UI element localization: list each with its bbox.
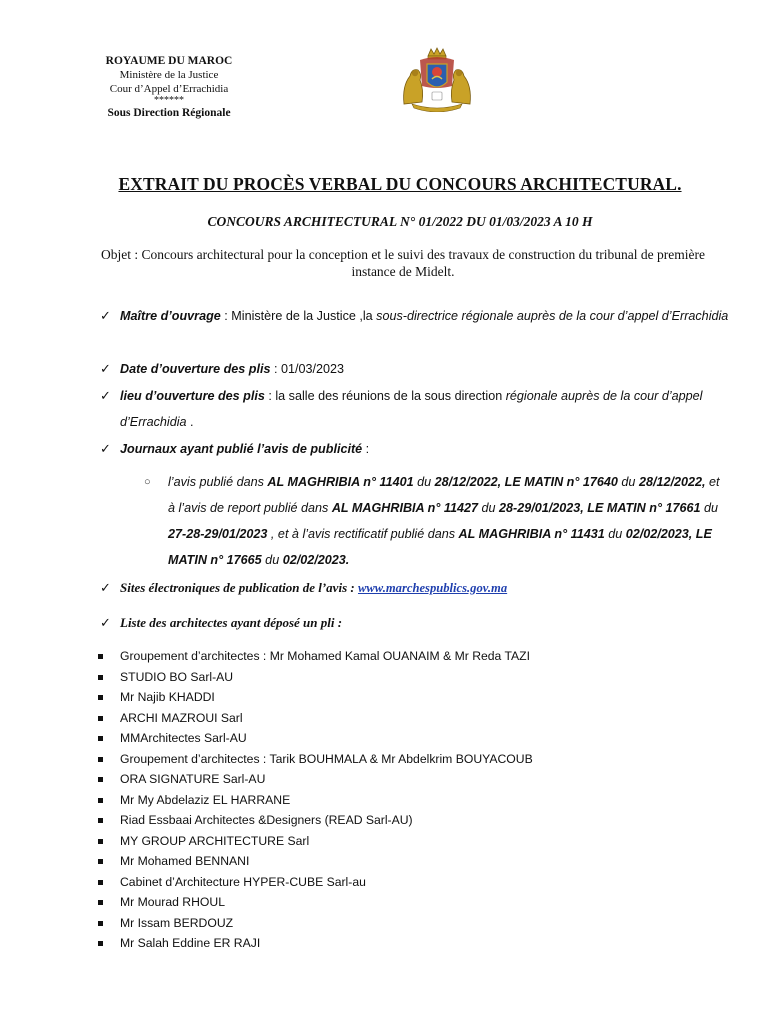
- pub-text: , et à l’avis rectificatif publié dans: [267, 527, 459, 541]
- architect-name: Mr Issam BERDOUZ: [120, 915, 234, 930]
- newspapers-item: [100, 436, 740, 462]
- list-item: [98, 851, 718, 872]
- circle-bullet-icon: ○: [144, 476, 151, 488]
- pub-ref: 28/12/2022, LE MATIN n° 17640: [434, 475, 618, 489]
- square-bullet-icon: [98, 736, 103, 741]
- list-item: [98, 646, 718, 667]
- architect-name: Mr Salah Eddine ER RAJI: [120, 936, 261, 950]
- owner-sep: :: [220, 309, 232, 323]
- square-bullet-icon: [98, 757, 103, 762]
- checkmark-icon: ✓: [100, 361, 111, 376]
- square-bullet-icon: [98, 675, 103, 680]
- list-item: [98, 933, 718, 954]
- contest-reference: CONCOURS ARCHITECTURAL N° 01/2022 DU 01/03/2023 A 10 H: [207, 214, 593, 229]
- square-bullet-icon: [98, 859, 103, 864]
- opening-date-value: 01/03/2023: [280, 362, 344, 376]
- owner-value: Ministère de la Justice ,la: [231, 309, 377, 323]
- architect-name: ARCHI MAZROUI Sarl: [120, 710, 243, 725]
- pub-ref: 28/12/2022,: [638, 475, 706, 489]
- opening-date-sep: :: [270, 362, 281, 376]
- square-bullet-icon: [98, 695, 103, 700]
- letterhead: [84, 54, 254, 120]
- websites-label: Sites électroniques de publication de l’avis: [120, 580, 348, 595]
- ministry-name: Ministère de la Justice: [119, 69, 219, 81]
- pub-text: du: [261, 553, 283, 567]
- architect-name: Mr Mohamed BENNANI: [120, 854, 250, 868]
- list-item: [98, 831, 718, 852]
- newspapers-sep: :: [362, 442, 370, 456]
- websites-link[interactable]: www.marchespublics.gov.ma: [357, 581, 508, 595]
- pub-text: du: [413, 475, 435, 489]
- newspapers-label: Journaux ayant publié l’avis de publicité: [120, 442, 363, 456]
- architect-name: Mr My Abdelaziz EL HARRANE: [120, 792, 291, 807]
- architects-heading-item: [100, 610, 740, 636]
- list-item: [98, 708, 718, 729]
- list-item: [98, 667, 718, 688]
- list-item: [98, 769, 718, 790]
- list-item: [98, 892, 718, 913]
- architect-name: Groupement d’architectes : Tarik BOUHMALA & Mr Abdelkrim BOUYACOUB: [120, 751, 533, 766]
- opening-place-end: .: [186, 415, 194, 429]
- owner-value-detail: sous-directrice régionale auprès de la cour d’appel d’Errachidia: [376, 309, 729, 323]
- architect-name: Mr Mourad RHOUL: [120, 895, 225, 909]
- square-bullet-icon: [98, 941, 103, 946]
- publication-details: [144, 469, 724, 573]
- architect-name: Cabinet d’Architecture HYPER-CUBE Sarl-au: [120, 874, 366, 889]
- checkmark-icon: ✓: [100, 441, 111, 456]
- architect-name: Mr Najib KHADDI: [120, 690, 215, 704]
- stars-separator: ******: [154, 95, 184, 106]
- opening-place-item: [100, 383, 740, 435]
- checkmark-icon: ✓: [100, 308, 111, 323]
- owner-label: Maître d’ouvrage: [120, 309, 221, 323]
- pub-ref: AL MAGHRIBIA n° 11431: [458, 527, 605, 541]
- checkmark-icon: ✓: [100, 580, 111, 595]
- architect-name: MMArchitectes Sarl-AU: [120, 731, 247, 745]
- opening-date-label: Date d’ouverture des plis: [120, 362, 271, 376]
- checkmark-icon: ✓: [100, 388, 111, 403]
- owner-item: [100, 303, 740, 329]
- opening-place-value: la salle des réunions de la sous direction: [275, 389, 506, 403]
- square-bullet-icon: [98, 839, 103, 844]
- pub-text: et à l’avis de report publié dans: [168, 475, 720, 515]
- architect-name: ORA SIGNATURE Sarl-AU: [120, 772, 266, 786]
- list-item: [98, 749, 718, 770]
- pub-ref: 02/02/2023, LE MATIN n° 17665: [168, 527, 712, 567]
- square-bullet-icon: [98, 921, 103, 926]
- websites-sep: :: [347, 580, 358, 595]
- pub-ref: 28-29/01/2023, LE MATIN n° 17661: [499, 501, 701, 515]
- court-name: Cour d’Appel d’Errachidia: [109, 83, 229, 95]
- architects-heading: Liste des architectes ayant déposé un pli :: [120, 615, 343, 630]
- checkmark-icon: ✓: [100, 615, 111, 630]
- list-item: [98, 687, 718, 708]
- square-bullet-icon: [98, 654, 103, 659]
- list-item: [98, 810, 718, 831]
- architect-name: STUDIO BO Sarl-AU: [120, 669, 234, 684]
- websites-item: [100, 575, 740, 601]
- square-bullet-icon: [98, 880, 103, 885]
- direction-name: Sous Direction Régionale: [107, 107, 231, 119]
- pub-ref: AL MAGHRIBIA n° 11427: [331, 501, 478, 515]
- architect-name: Riad Essbaai Architectes &Designers (READ Sarl-AU): [120, 813, 413, 827]
- opening-place-label: lieu d’ouverture des plis: [120, 389, 265, 403]
- square-bullet-icon: [98, 818, 103, 823]
- list-item: [98, 790, 718, 811]
- kingdom-name: ROYAUME DU MAROC: [105, 55, 233, 67]
- architect-name: Groupement d’architectes : Mr Mohamed Kamal OUANAIM & Mr Reda TAZI: [120, 649, 530, 663]
- pub-ref: 27-28-29/01/2023: [168, 527, 268, 541]
- opening-place-sep: :: [264, 389, 276, 403]
- square-bullet-icon: [98, 777, 103, 782]
- opening-date-item: [100, 356, 740, 382]
- architect-name: MY GROUP ARCHITECTURE Sarl: [120, 833, 310, 848]
- list-item: [98, 728, 718, 749]
- square-bullet-icon: [98, 900, 103, 905]
- opening-place-detail: régionale auprès de la cour d’appel d’Errachidia: [120, 389, 703, 429]
- square-bullet-icon: [98, 716, 103, 721]
- document-title: EXTRAIT DU PROCÈS VERBAL DU CONCOURS ARCHITECTURAL.: [118, 174, 682, 194]
- pub-text: du: [617, 475, 639, 489]
- square-bullet-icon: [98, 798, 103, 803]
- coat-of-arms-icon: [398, 46, 476, 112]
- pub-ref: 02/02/2023.: [282, 553, 350, 567]
- pub-text: du: [604, 527, 626, 541]
- list-item: [98, 913, 718, 934]
- pub-text: l’avis publié dans: [168, 475, 268, 489]
- pub-text: du: [478, 501, 500, 515]
- list-item: [98, 872, 718, 893]
- object-paragraph: Objet : Concours architectural pour la conception et le suivi des travaux de construction du tribunal de première instance de Midelt.: [101, 247, 705, 279]
- pub-text: du: [700, 501, 719, 515]
- pub-ref: AL MAGHRIBIA n° 11401: [267, 475, 414, 489]
- architects-list: [98, 646, 718, 954]
